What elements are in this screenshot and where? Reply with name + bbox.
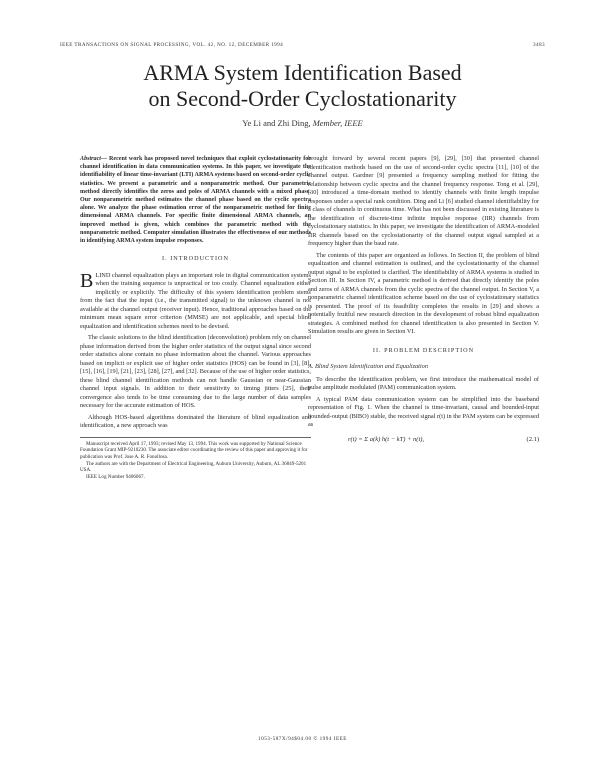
equation-number: (2.1): [526, 435, 539, 443]
copyright-line: 1053-587X/94$04.00 © 1994 IEEE: [258, 736, 347, 742]
author-names: Ye Li and Zhi Ding,: [242, 118, 311, 128]
section-heading-introduction: I. INTRODUCTION: [162, 255, 229, 263]
title-line-2: on Second-Order Cyclostationarity: [148, 86, 457, 111]
intro-paragraph-3: Although HOS-based algorithms dominated the literature of blind equalization and identification, a new approach was: [80, 413, 311, 430]
left-column: [80, 155, 311, 480]
section-heading-problem-description: II. PROBLEM DESCRIPTION: [372, 346, 475, 354]
authors: [60, 118, 545, 128]
footnote-line-3: IEEE Log Number 9406067.: [86, 473, 145, 480]
intro-paragraph-2: The classic solutions to the blind identification (deconvolution) problem rely on channel phase information derived from the higher order statistics of the output signal since second order statistics alone contain no phase information about the channel. Various approaches based on implicit or explicit use of higher order statistics (HOS) can be found in [3], [8], [15], [16], [19], [21], [23], [28], [27], and [32]. Because of the use of higher order statistics, these blind channel identification methods can not handle Gaussian or near-Gaussian channel input signals. In addition to their sensitivity to timing jitters [25], their convergence also tends to be time consuming due to the large number of data samples necessary for the accurate estimation of HOS.: [80, 334, 311, 410]
author-membership: Member, IEEE: [312, 118, 363, 128]
right-column: [308, 155, 539, 444]
equation-2-1: [308, 436, 539, 445]
abstract-text: — Recent work has proposed novel techniques that exploit cyclostationarity for channel identification in data communication systems. In this paper, we investigate the identifiability of linear time-invariant (LTI) ARMA systems based on second-order cyclic statistics. We present a parametric and a nonparametric method. Our parametric method directly identifies the zeros and poles of ARMA channels with a mixed phase. Our nonparametric method estimates the channel phase based on the cyclic spectra alone. We analyze the phase estimation error of the nonparametric method for finite dimensional ARMA channels. For specific finite dimensional ARMA channels, an improved method is given, which combines the parametric method with the nonparametric method. Computer simulation illustrates the effectiveness of our methods in identifying ARMA system impulse responses.: [80, 156, 311, 245]
right-paragraph-1: brought forward by several recent papers [9], [29], [30] that presented channel identification methods based on the use of second-order cyclic spectra [11], [10] of the channel output. Gardner [9] presented a frequency sampling method for fitting the relationship between cyclic spectra and the channel frequency response. Tong et al. [29], [30] introduced a time-domain method to identify channels with finite length impulse responses under a special rank condition. Ding and Li [6] studied channel identifiability for a class of channels in continuous time. What has not been discussed in existing literature is the identification of discrete-time infinite impulse response (IIR) channels from cyclostationary statistics. In this paper, we investigate the identification of ARMA-modeled IIR channels based on the cyclostationarity of the channel output signal sampled at a frequency higher than the baud rate.: [308, 155, 539, 247]
abstract: [80, 155, 311, 245]
right-paragraph-2: The contents of this paper are organized as follows. In Section II, the problem of blind equalization and channel estimation is outlined, and the cyclostationarity of the channel output signal to be exploited is clarified. The identifiability of ARMA systems is studied in Section III. In Section IV, a parametric method is derived that directly identify the poles and zeros of ARMA channels from the cyclic spectra of the channel output. In Section V, a nonparametric channel identification scheme based on the use of cyclostationary statistics is presented. The proof of its feasibility completes the results in [29] and shows a potentially fruitful new research direction in the development of robust blind equalization strategies. A combined method for channel identification is also presented in Section V. Simulation results are given in Section VI.: [308, 251, 539, 335]
equation-body: r(t) = Σ a(k) h(t − kT) + n(t),: [348, 435, 425, 443]
subsection-heading: A. Blind System Identification and Equalization: [308, 363, 428, 370]
paper-title: [60, 60, 545, 112]
journal-header: IEEE TRANSACTIONS ON SIGNAL PROCESSING, VOL. 42, NO. 12, DECEMBER 1994: [60, 42, 284, 48]
intro-paragraph-1-text: LIND channel equalization plays an important role in digital communication systems when the training sequence is unpractical or too costly. Channel equalization either implicitly or explicitly. The difficulty of this system identification problem stems from the fact that the input (i.e., the transmitted signal) to the unknown channel is not available at the channel output (receiver input). Hence, traditional approaches based on the minimum mean square error criterion (MMSE) are not applicable, and special blind equalization and identification schemes need to be devised.: [80, 271, 311, 330]
title-line-1: ARMA System Identification Based: [143, 60, 462, 85]
dropcap-letter: B: [80, 269, 94, 292]
footnote: [80, 437, 311, 481]
intro-paragraph-1: [80, 269, 311, 332]
right-paragraph-4: A typical PAM data communication system can be simplified into the baseband representation of Fig. 1. When the channel is time-invariant, causal and bounded-input bounded-output (BIBO) stable, the received signal r(t) in the PAM system can be expressed as: [308, 395, 539, 428]
right-paragraph-3: To describe the identification problem, we first introduce the mathematical model of pulse amplitude modulated (PAM) communication system.: [308, 375, 539, 391]
running-head: [60, 42, 545, 48]
footnote-line-1: Manuscript received April 17, 1993; revised May 13, 1994. This work was supported by National Science Foundation Grant MIP-9210230. The associate editor coordinating the review of this paper and approving it for publication was Prof. Jose A. R. Fonollosa.: [80, 440, 308, 460]
page-number: 3483: [533, 42, 545, 48]
abstract-lead: Abstract: [80, 156, 101, 162]
footnote-line-2: The authors are with the Department of Electrical Engineering, Auburn University, Auburn, AL 36849-5201 USA.: [80, 460, 307, 474]
